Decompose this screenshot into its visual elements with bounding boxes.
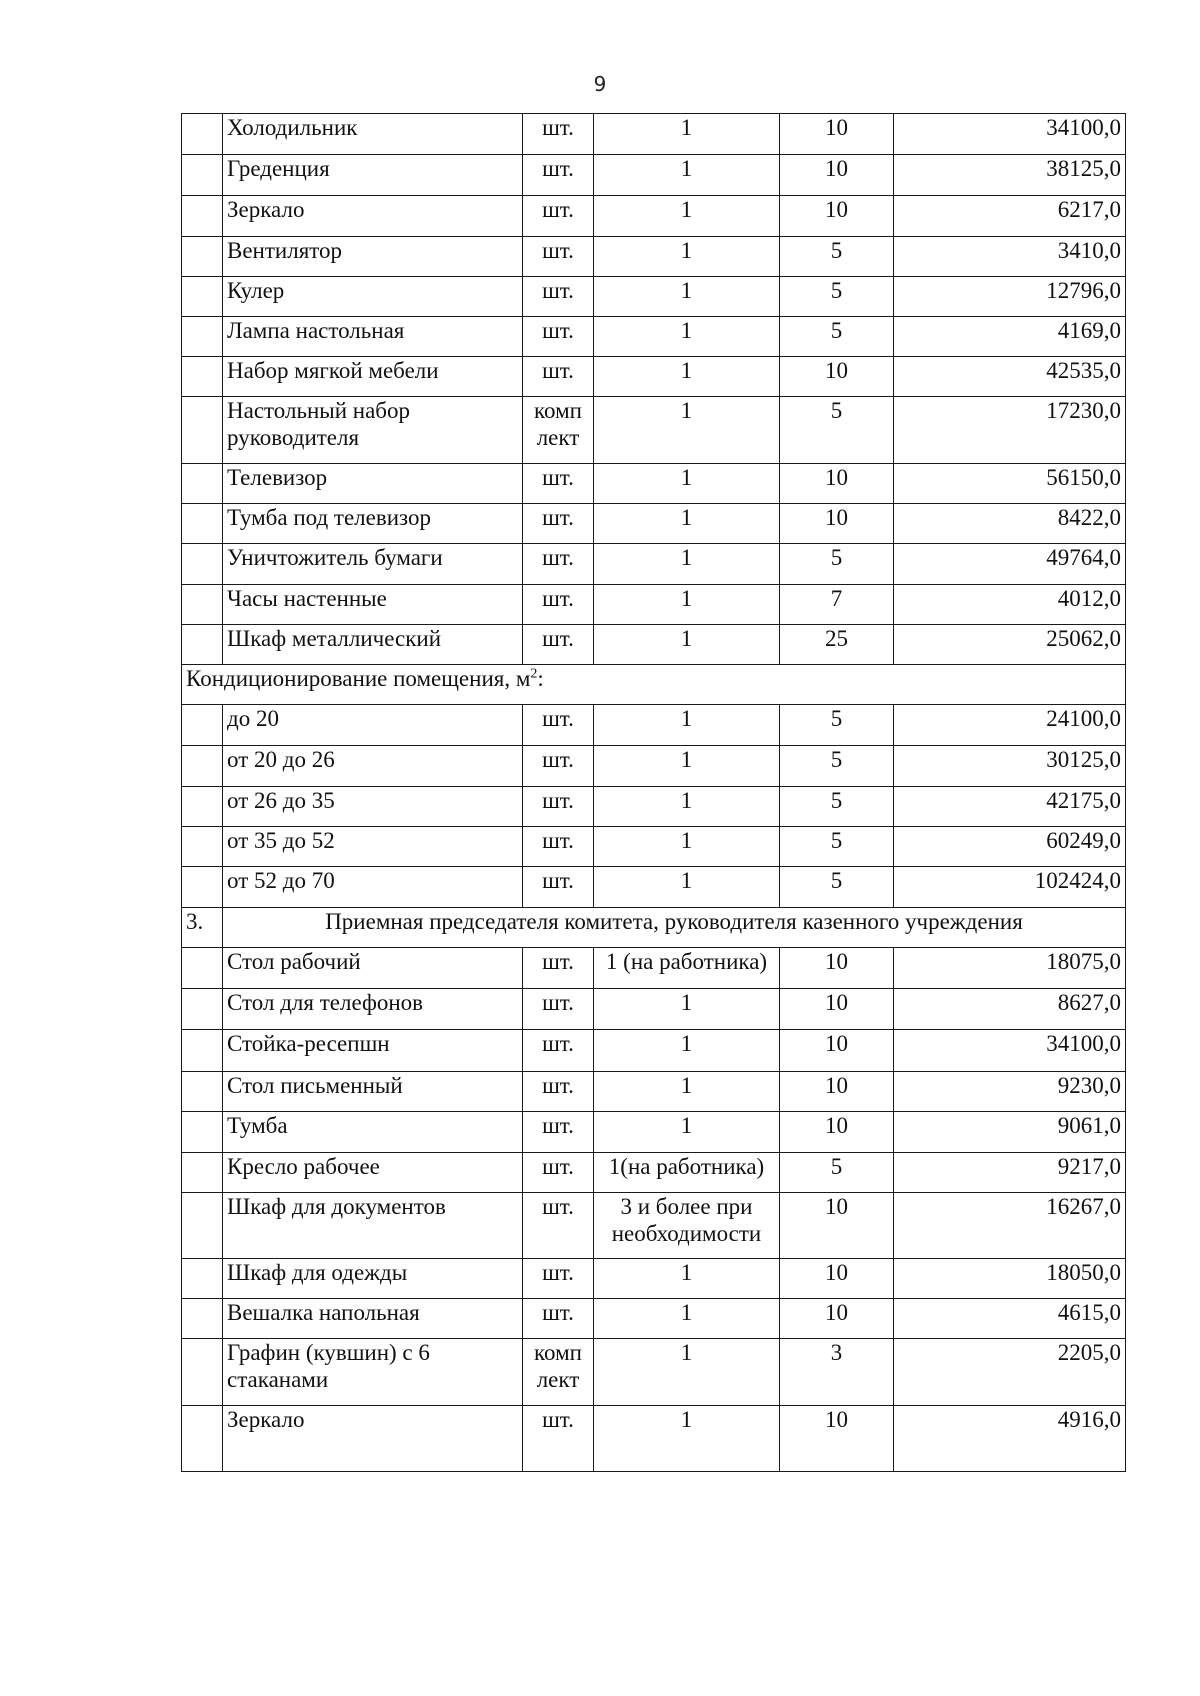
item-quantity: 1: [594, 317, 780, 357]
item-price: 9061,0: [894, 1112, 1126, 1153]
item-unit: шт.: [523, 277, 594, 317]
item-name: Уничтожитель бумаги: [223, 544, 523, 585]
item-unit: шт.: [523, 1406, 594, 1472]
item-quantity: 1: [594, 196, 780, 237]
item-name: Стол рабочий: [223, 948, 523, 989]
table-row: [182, 746, 1126, 787]
item-name: Шкаф для документов: [223, 1193, 523, 1259]
item-quantity: 1: [594, 746, 780, 787]
item-name: Кресло рабочее: [223, 1153, 523, 1193]
item-unit: шт.: [523, 464, 594, 504]
item-name: от 52 до 70: [223, 867, 523, 908]
item-service-life: 10: [780, 1299, 894, 1339]
square-meter-superscript: 2: [530, 666, 538, 682]
item-price: 38125,0: [894, 155, 1126, 196]
section-number: 3.: [182, 908, 223, 948]
item-service-life: 25: [780, 625, 894, 665]
row-number-cell: [182, 277, 223, 317]
item-price: 25062,0: [894, 625, 1126, 665]
item-quantity: 1: [594, 989, 780, 1030]
item-quantity: 1 (на работника): [594, 948, 780, 989]
item-price: 18075,0: [894, 948, 1126, 989]
item-name: Шкаф для одежды: [223, 1259, 523, 1299]
item-unit: шт.: [523, 746, 594, 787]
table-row: [182, 464, 1126, 504]
table-row: [182, 237, 1126, 277]
item-name: от 20 до 26: [223, 746, 523, 787]
item-name: от 35 до 52: [223, 827, 523, 867]
item-service-life: 10: [780, 1259, 894, 1299]
item-price: 9230,0: [894, 1072, 1126, 1112]
item-unit: шт.: [523, 317, 594, 357]
item-service-life: 10: [780, 155, 894, 196]
item-price: 12796,0: [894, 277, 1126, 317]
item-unit: шт.: [523, 1112, 594, 1153]
table-row: [182, 585, 1126, 625]
item-quantity: 1(на работника): [594, 1153, 780, 1193]
item-service-life: 5: [780, 277, 894, 317]
row-number-cell: [182, 1112, 223, 1153]
item-service-life: 10: [780, 504, 894, 544]
row-number-cell: [182, 397, 223, 464]
table-row: [182, 989, 1126, 1030]
item-price: 4012,0: [894, 585, 1126, 625]
item-unit: шт.: [523, 948, 594, 989]
item-quantity: 1: [594, 787, 780, 827]
item-unit: шт.: [523, 989, 594, 1030]
item-service-life: 7: [780, 585, 894, 625]
item-service-life: 10: [780, 1193, 894, 1259]
item-price: 4169,0: [894, 317, 1126, 357]
item-unit: шт.: [523, 827, 594, 867]
item-service-life: 10: [780, 1112, 894, 1153]
item-unit: шт.: [523, 1030, 594, 1072]
item-service-life: 10: [780, 1406, 894, 1472]
row-number-cell: [182, 585, 223, 625]
table-row: [182, 196, 1126, 237]
item-service-life: 5: [780, 1153, 894, 1193]
item-service-life: 10: [780, 114, 894, 155]
item-name: Стол письменный: [223, 1072, 523, 1112]
item-name: Стойка-ресепшн: [223, 1030, 523, 1072]
item-price: 34100,0: [894, 1030, 1126, 1072]
item-unit: шт.: [523, 1153, 594, 1193]
table-row: [182, 397, 1126, 464]
item-price: 56150,0: [894, 464, 1126, 504]
item-service-life: 10: [780, 1072, 894, 1112]
table-row: [182, 705, 1126, 746]
item-price: 34100,0: [894, 114, 1126, 155]
item-quantity: 3 и более при необходимости: [594, 1193, 780, 1259]
item-name: Холодильник: [223, 114, 523, 155]
item-price: 17230,0: [894, 397, 1126, 464]
item-name: до 20: [223, 705, 523, 746]
item-quantity: 1: [594, 705, 780, 746]
item-quantity: 1: [594, 464, 780, 504]
item-service-life: 5: [780, 746, 894, 787]
row-number-cell: [182, 155, 223, 196]
table-row: [182, 1193, 1126, 1259]
furniture-norms-table: [181, 113, 1126, 1472]
item-price: 4615,0: [894, 1299, 1126, 1339]
item-unit: шт.: [523, 705, 594, 746]
table-row: [182, 1259, 1126, 1299]
item-unit: шт.: [523, 357, 594, 397]
item-price: 49764,0: [894, 544, 1126, 585]
section-header-row: [182, 908, 1126, 948]
item-unit: комп лект: [523, 397, 594, 464]
item-unit: шт.: [523, 1193, 594, 1259]
item-service-life: 10: [780, 464, 894, 504]
item-name: Графин (кувшин) с 6 стаканами: [223, 1339, 523, 1406]
table-row: [182, 1153, 1126, 1193]
item-quantity: 1: [594, 544, 780, 585]
item-service-life: 5: [780, 317, 894, 357]
table-row: [182, 1299, 1126, 1339]
row-number-cell: [182, 1030, 223, 1072]
item-service-life: 5: [780, 867, 894, 908]
item-quantity: 1: [594, 1030, 780, 1072]
item-service-life: 5: [780, 397, 894, 464]
item-service-life: 5: [780, 544, 894, 585]
row-number-cell: [182, 1193, 223, 1259]
table-row: [182, 277, 1126, 317]
row-number-cell: [182, 1072, 223, 1112]
row-number-cell: [182, 237, 223, 277]
row-number-cell: [182, 544, 223, 585]
item-price: 24100,0: [894, 705, 1126, 746]
item-price: 8627,0: [894, 989, 1126, 1030]
row-number-cell: [182, 1153, 223, 1193]
item-service-life: 5: [780, 787, 894, 827]
item-price: 42175,0: [894, 787, 1126, 827]
conditioning-title-colon: :: [537, 666, 544, 691]
item-name: Телевизор: [223, 464, 523, 504]
item-unit: шт.: [523, 155, 594, 196]
item-name: Часы настенные: [223, 585, 523, 625]
row-number-cell: [182, 1339, 223, 1406]
item-service-life: 10: [780, 196, 894, 237]
row-number-cell: [182, 948, 223, 989]
item-unit: шт.: [523, 1299, 594, 1339]
row-number-cell: [182, 867, 223, 908]
item-price: 9217,0: [894, 1153, 1126, 1193]
table-row: [182, 787, 1126, 827]
item-name: от 26 до 35: [223, 787, 523, 827]
item-quantity: 1: [594, 397, 780, 464]
item-name: Кулер: [223, 277, 523, 317]
row-number-cell: [182, 1299, 223, 1339]
item-unit: шт.: [523, 1259, 594, 1299]
item-quantity: 1: [594, 1299, 780, 1339]
item-unit: шт.: [523, 787, 594, 827]
item-service-life: 5: [780, 237, 894, 277]
item-name: Греденция: [223, 155, 523, 196]
row-number-cell: [182, 317, 223, 357]
item-price: 16267,0: [894, 1193, 1126, 1259]
row-number-cell: [182, 114, 223, 155]
item-price: 60249,0: [894, 827, 1126, 867]
item-quantity: 1: [594, 504, 780, 544]
item-quantity: 1: [594, 827, 780, 867]
item-name: Тумба под телевизор: [223, 504, 523, 544]
conditioning-title: [182, 665, 1126, 705]
item-quantity: 1: [594, 1259, 780, 1299]
table-row: [182, 544, 1126, 585]
item-name: Зеркало: [223, 1406, 523, 1472]
item-name: Шкаф металлический: [223, 625, 523, 665]
item-price: 4916,0: [894, 1406, 1126, 1472]
item-quantity: 1: [594, 585, 780, 625]
row-number-cell: [182, 464, 223, 504]
item-quantity: 1: [594, 1406, 780, 1472]
item-name: Набор мягкой мебели: [223, 357, 523, 397]
item-name: Вентилятор: [223, 237, 523, 277]
table-row: [182, 357, 1126, 397]
item-unit: шт.: [523, 1072, 594, 1112]
conditioning-title-text: Кондиционирование помещения, м: [186, 666, 531, 691]
item-price: 18050,0: [894, 1259, 1126, 1299]
item-service-life: 10: [780, 989, 894, 1030]
item-price: 42535,0: [894, 357, 1126, 397]
item-unit: шт.: [523, 237, 594, 277]
row-number-cell: [182, 1259, 223, 1299]
item-name: Зеркало: [223, 196, 523, 237]
row-number-cell: [182, 196, 223, 237]
item-quantity: 1: [594, 237, 780, 277]
item-service-life: 5: [780, 705, 894, 746]
item-service-life: 3: [780, 1339, 894, 1406]
item-quantity: 1: [594, 1112, 780, 1153]
table-row: [182, 948, 1126, 989]
row-number-cell: [182, 357, 223, 397]
table-row: [182, 867, 1126, 908]
item-name: Вешалка напольная: [223, 1299, 523, 1339]
row-number-cell: [182, 705, 223, 746]
row-number-cell: [182, 1406, 223, 1472]
row-number-cell: [182, 827, 223, 867]
conditioning-header-row: [182, 665, 1126, 705]
table-row: [182, 504, 1126, 544]
item-quantity: 1: [594, 867, 780, 908]
item-unit: шт.: [523, 867, 594, 908]
row-number-cell: [182, 504, 223, 544]
item-quantity: 1: [594, 155, 780, 196]
item-unit: комп лект: [523, 1339, 594, 1406]
item-service-life: 10: [780, 948, 894, 989]
table-row: [182, 155, 1126, 196]
page-number: 9: [593, 72, 607, 96]
table-row: [182, 1072, 1126, 1112]
item-quantity: 1: [594, 625, 780, 665]
table-row: [182, 1339, 1126, 1406]
item-service-life: 10: [780, 357, 894, 397]
table-row: [182, 625, 1126, 665]
item-quantity: 1: [594, 277, 780, 317]
item-name: Тумба: [223, 1112, 523, 1153]
table-row: [182, 317, 1126, 357]
item-quantity: 1: [594, 114, 780, 155]
item-price: 6217,0: [894, 196, 1126, 237]
item-unit: шт.: [523, 585, 594, 625]
item-quantity: 1: [594, 1339, 780, 1406]
item-unit: шт.: [523, 625, 594, 665]
item-price: 30125,0: [894, 746, 1126, 787]
item-price: 3410,0: [894, 237, 1126, 277]
table-row: [182, 827, 1126, 867]
row-number-cell: [182, 625, 223, 665]
item-unit: шт.: [523, 504, 594, 544]
item-price: 8422,0: [894, 504, 1126, 544]
section-title: Приемная председателя комитета, руководителя казенного учреждения: [223, 908, 1126, 948]
item-quantity: 1: [594, 1072, 780, 1112]
item-name: Стол для телефонов: [223, 989, 523, 1030]
item-name: Настольный набор руководителя: [223, 397, 523, 464]
item-quantity: 1: [594, 357, 780, 397]
item-unit: шт.: [523, 114, 594, 155]
item-service-life: 5: [780, 827, 894, 867]
item-service-life: 10: [780, 1030, 894, 1072]
table-row: [182, 1030, 1126, 1072]
item-unit: шт.: [523, 196, 594, 237]
table-row: [182, 1112, 1126, 1153]
table-row: [182, 1406, 1126, 1472]
item-price: 102424,0: [894, 867, 1126, 908]
item-price: 2205,0: [894, 1339, 1126, 1406]
row-number-cell: [182, 746, 223, 787]
row-number-cell: [182, 989, 223, 1030]
item-name: Лампа настольная: [223, 317, 523, 357]
row-number-cell: [182, 787, 223, 827]
item-unit: шт.: [523, 544, 594, 585]
table-row: [182, 114, 1126, 155]
